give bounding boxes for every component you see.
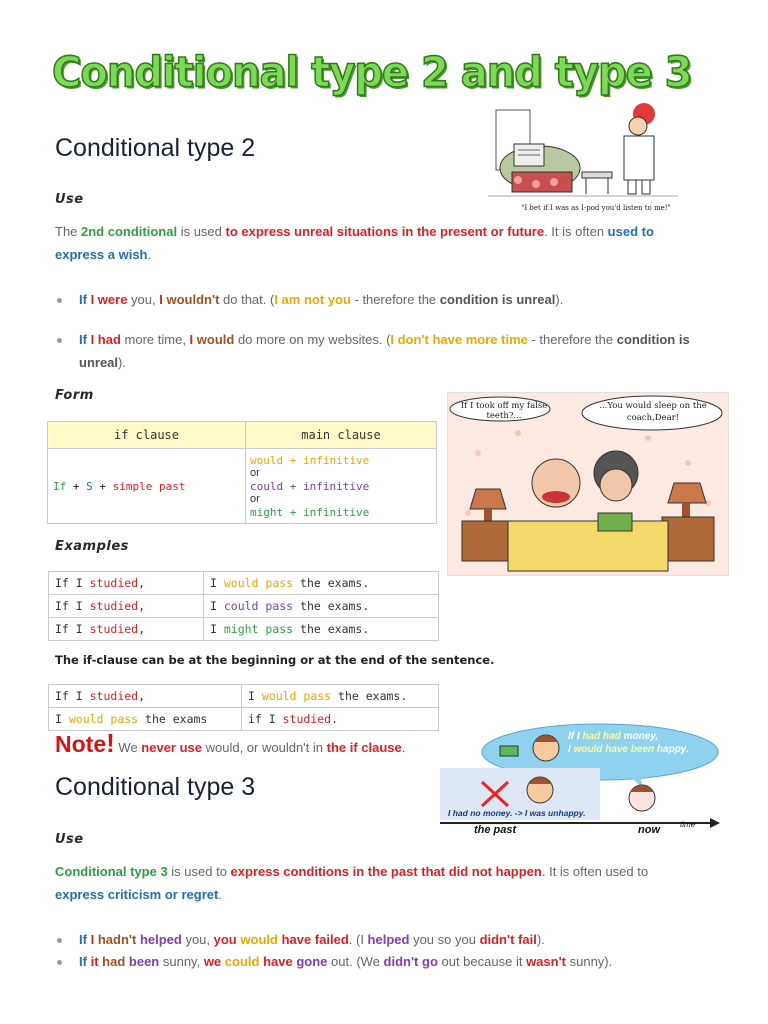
table-row: I would pass the exams if I studied.	[49, 708, 439, 731]
timeline-past-label: the past	[474, 824, 517, 836]
bullet-dot	[57, 298, 62, 303]
type2-use-label: Use	[55, 192, 84, 207]
form-header-main-clause: main clause	[246, 422, 437, 449]
table-row: If I studied, I would pass the exams.	[49, 685, 439, 708]
type3-heading: Conditional type 3	[55, 773, 256, 801]
cartoon-ipod-caption: "I bet if I was as I-pod you'd listen to me!"	[521, 204, 671, 212]
table-row: If I studied, I would pass the exams.	[49, 572, 439, 595]
bullet-dot	[57, 338, 62, 343]
timeline-time-label: time	[680, 820, 696, 829]
type2-examples-label: Examples	[55, 539, 129, 554]
type2-form-label: Form	[55, 388, 94, 403]
table-row: If I studied, I could pass the exams.	[49, 595, 439, 618]
timeline-illustration	[440, 720, 730, 840]
type2-use-paragraph: The 2nd conditional is used to express unreal situations in the present or future. It is often used to express a wish.	[55, 224, 654, 262]
type2-example-bullet-1: If I were you, I wouldn't do that. (I am not you - therefore the condition is unreal).	[79, 292, 564, 307]
order-examples-table	[48, 684, 439, 731]
table-row: If I studied, I might pass the exams.	[49, 618, 439, 641]
timeline-caption: I had no money. -> I was unhappy.	[448, 808, 586, 818]
note-line: Note! We never use would, or wouldn't in the if clause.	[55, 728, 406, 758]
form-table	[47, 421, 437, 524]
cartoon-false-teeth	[447, 392, 729, 576]
form-header-if-clause: if clause	[48, 422, 246, 449]
type3-example-bullet-2: If it had been sunny, we could have gone out. (We didn't go out because it wasn't sunny).	[79, 954, 613, 969]
form-main-clause-cell: would + infinitive or could + infinitive or might + infinitive	[246, 449, 437, 524]
page-title: Conditional type 2 and type 3	[52, 48, 692, 98]
form-if-clause-cell: If + S + simple past	[48, 449, 246, 524]
timeline-now-label: now	[638, 824, 660, 836]
examples-table	[48, 571, 439, 641]
type3-use-label: Use	[55, 832, 84, 847]
note-label: Note	[55, 731, 107, 757]
cartoon-bubble-2: ...You would sleep on the coach,Dear!	[599, 401, 707, 423]
if-clause-position-note: The if-clause can be at the beginning or at the end of the sentence.	[55, 653, 495, 667]
type3-use-paragraph: Conditional type 3 is used to express conditions in the past that did not happen. It is often used to express criticism or regret.	[55, 864, 649, 902]
type2-example-bullet-2: If I had more time, I would do more on my websites. (I don't have more time - therefore the condition is unreal).	[79, 332, 690, 370]
bullet-dot	[57, 938, 62, 943]
type2-heading: Conditional type 2	[55, 134, 256, 162]
cartoon-bubble-1: If I took off my false teeth?...	[460, 401, 548, 421]
timeline-bubble-text: If I had had money, I would have been happy.	[568, 731, 689, 755]
type3-example-bullet-1: If I hadn't helped you, you would have failed. (I helped you so you didn't fail).	[79, 932, 545, 947]
cartoon-ipod-illustration	[478, 100, 690, 220]
bullet-dot	[57, 960, 62, 965]
cartoon-ipod	[478, 100, 690, 220]
